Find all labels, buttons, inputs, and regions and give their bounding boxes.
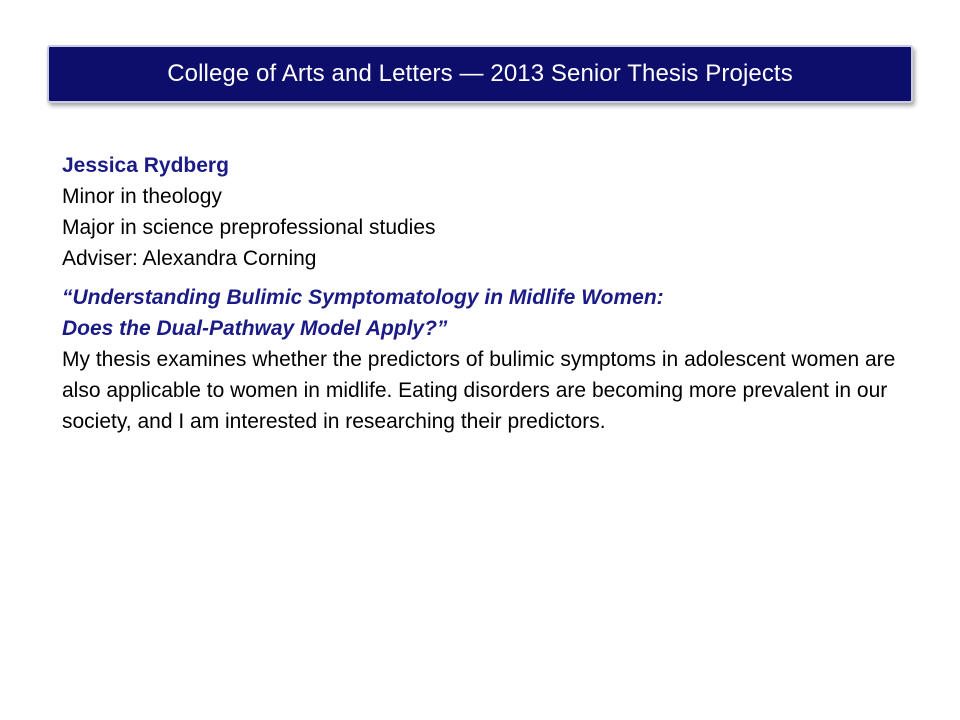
thesis-title [62,282,922,344]
page-title: College of Arts and Letters — 2013 Senior Thesis Projects [167,60,793,87]
student-adviser: Adviser: Alexandra Corning [62,247,317,270]
student-name: Jessica Rydberg [62,154,229,177]
student-minor: Minor in theology [62,185,222,208]
thesis-title-line-1: “Understanding Bulimic Symptomatology in Midlife Women: [62,286,664,309]
thesis-title-line-2: Does the Dual-Pathway Model Apply?” [62,317,448,340]
header-banner [47,45,913,103]
student-major: Major in science preprofessional studies [62,216,436,239]
thesis-profile [62,150,922,437]
thesis-abstract: My thesis examines whether the predictors of bulimic symptoms in adolescent women are also applicable to women in midlife. Eating disorders are becoming more prevalent in our society, and I am interested in researching their predictors. [62,348,896,433]
